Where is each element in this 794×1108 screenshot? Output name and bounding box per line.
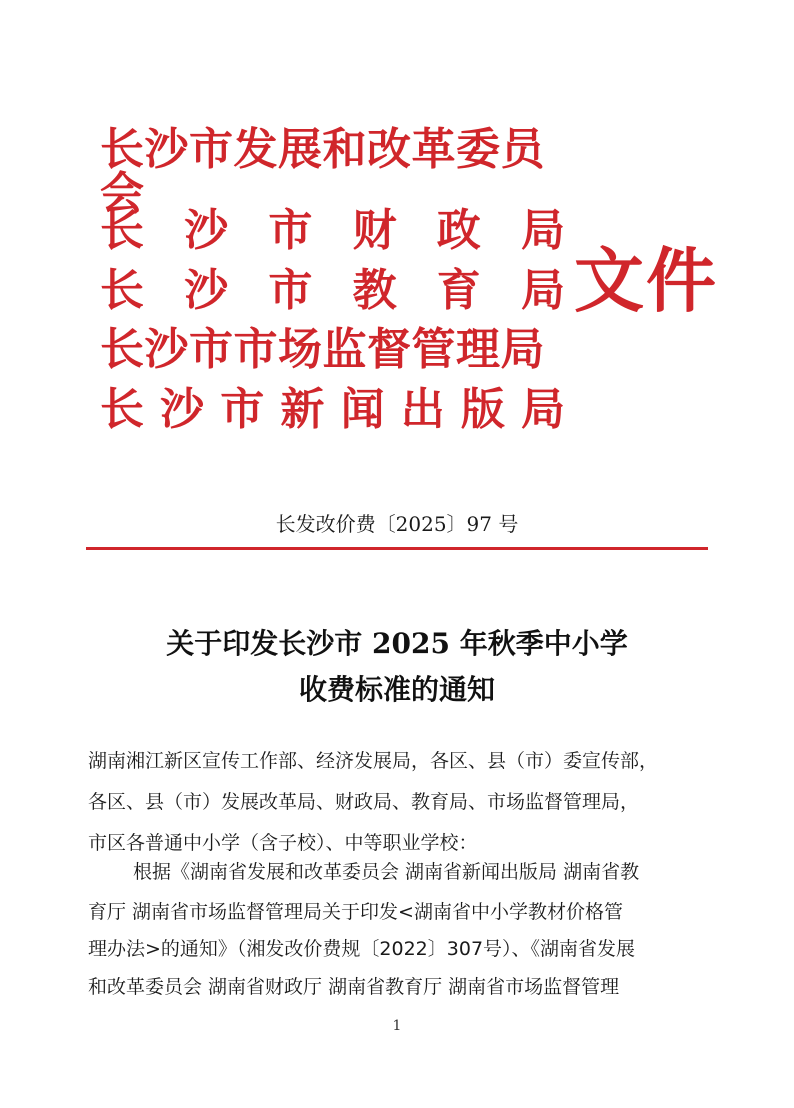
issuer-char: 长 (100, 383, 144, 435)
addressee-line: 各区、县（市）发展改革局、财政局、教育局、市场监督管理局， (88, 791, 640, 813)
title-line-2: 收费标准的通知 (298, 673, 495, 706)
paragraph-line: 理办法>的通知》（湘发改价费规〔2022〕307号）、《湖南省发展 (88, 938, 636, 960)
issuer-line-finance (100, 203, 565, 258)
issuer-name: 长沙市发展和改革委员会 (100, 123, 545, 219)
issuer-char: 长 (100, 204, 144, 256)
document-number: 长发改价费〔2025〕97 号 (275, 512, 519, 536)
issuer-char: 市 (268, 264, 313, 316)
issuer-char: 育 (436, 264, 481, 316)
addressee-line: 湖南湘江新区宣传工作部、经济发展局，各区、县（市）委宣传部， (88, 750, 659, 772)
paragraph-line: 和改革委员会 湖南省财政厅 湖南省教育厅 湖南省市场监督管理 (88, 976, 620, 998)
issuer-char: 市 (220, 383, 265, 435)
issuer-line-education (100, 263, 565, 318)
issuer-char: 财 (352, 204, 397, 256)
issuer-char: 版 (460, 383, 505, 435)
document-word: 文件 (574, 240, 718, 322)
issuer-char: 新 (280, 383, 325, 435)
issuer-char: 长 (100, 264, 144, 316)
issuer-char: 沙 (160, 383, 205, 435)
issuer-char: 沙 (184, 204, 229, 256)
paragraph-line: 根据《湖南省发展和改革委员会 湖南省新闻出版局 湖南省教 (133, 861, 640, 883)
issuer-char: 局 (520, 204, 565, 256)
issuer-char: 政 (436, 204, 481, 256)
issuer-char: 出 (400, 383, 445, 435)
addressee-line: 市区各普通中小学（含子校）、中等职业学校： (88, 832, 478, 854)
issuer-char: 教 (352, 264, 397, 316)
issuer-char: 局 (520, 383, 565, 435)
issuer-char: 沙 (184, 264, 229, 316)
issuer-line-ndrc (100, 123, 565, 219)
paragraph-line: 育厅 湖南省市场监督管理局关于印发<湖南省中小学教材价格管 (88, 901, 623, 923)
page-number: 1 (392, 1018, 402, 1034)
title-line-1: 关于印发长沙市 2025 年秋季中小学 (166, 627, 628, 660)
issuer-name: 长沙市市场监督管理局 (100, 323, 545, 375)
issuer-line-market (100, 322, 565, 377)
red-divider (86, 547, 708, 550)
issuer-char: 闻 (340, 383, 385, 435)
issuer-char: 市 (268, 204, 313, 256)
issuer-line-press (100, 382, 565, 437)
issuer-char: 局 (520, 264, 565, 316)
